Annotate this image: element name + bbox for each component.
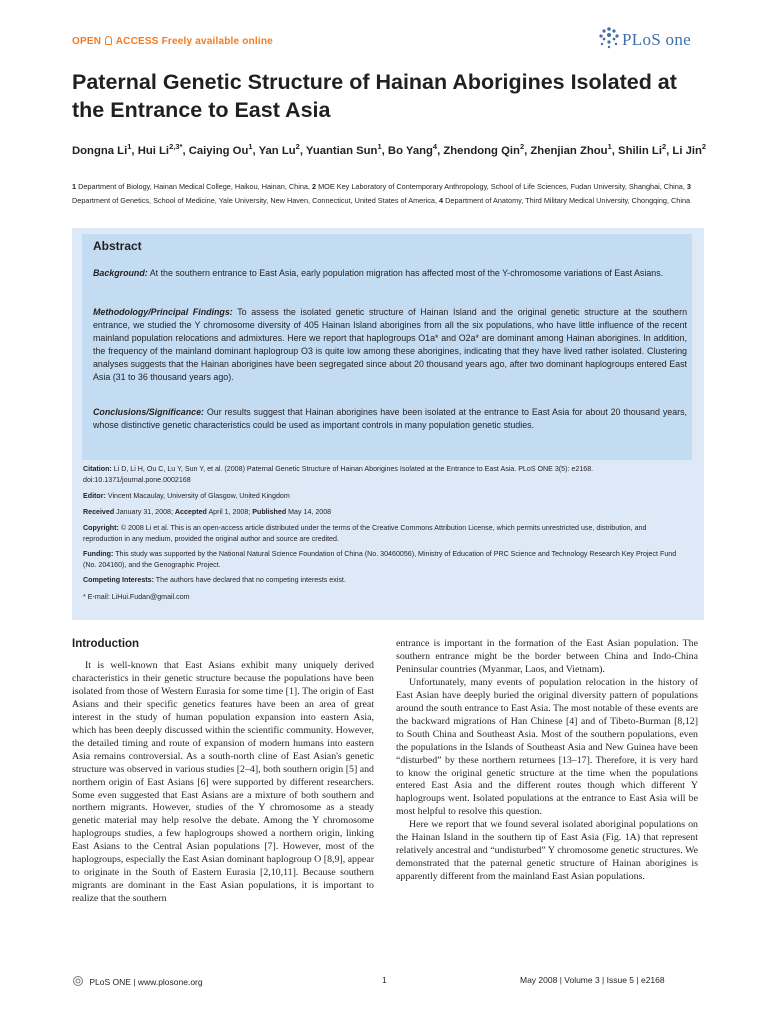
published-label: Published xyxy=(252,508,287,516)
author: Hui Li xyxy=(137,144,170,157)
citation-text[interactable]: Li D, Li H, Ou C, Lu Y, Sun Y, et al. (2008) Paternal Genetic Structure of Hainan Aborigines Isolated at the Entrance to East Asia. PLoS ONE 3(5): e2168. doi:10.1371/journal.pone.0002168 xyxy=(83,465,594,484)
freely-available-label: Freely available online xyxy=(161,36,273,47)
funding xyxy=(83,549,683,571)
author: Yan Lu xyxy=(258,144,296,157)
published-date: May 14, 2008 xyxy=(288,508,332,516)
citation-label: Citation: xyxy=(83,465,112,473)
open-lock-icon xyxy=(105,36,112,45)
author: Li Jin xyxy=(672,144,702,157)
plos-bud-icon xyxy=(72,975,84,987)
competing-text: The authors have declared that no competing interests exist. xyxy=(155,576,346,584)
author-affiliation-sup: 2 xyxy=(295,142,300,151)
plos-one-logo[interactable] xyxy=(598,24,698,52)
author-affiliation-sup: 1 xyxy=(127,142,132,151)
author: Yuantian Sun xyxy=(305,144,378,157)
plos-one-wordmark: PLoS one xyxy=(622,30,691,49)
abstract-heading: Abstract xyxy=(93,239,142,253)
methods-text: To assess the isolated genetic structure of Hainan Island and the original genetic structure at the southern entrance, we studied the Y chromosome diversity of 405 Hainan Island aborigines from all the six populations, who have little influence of the recent mainland population relocations and admixtures. Here we report that haplogroups O1a* and O2a* are dominant among Hainan aborigines. In addition, the frequency of the mainland dominant haplogroup O3 is quite low among these aborigines, indicating that they have lived rather isolated. Clustering analyses suggests that the Hainan aborigines have been segregated since about 20 thousand years ago, after two dominant haplogroups entered East Asia (31 to 36 thousand years ago). xyxy=(93,307,688,382)
competing-label: Competing Interests: xyxy=(83,576,154,584)
affiliation-text: Department of Genetics, School of Medicine, Yale University, New Haven, Connecticut, United States of America, xyxy=(72,195,438,205)
copyright-label: Copyright: xyxy=(83,524,119,532)
competing-interests xyxy=(83,575,683,586)
author: Shilin Li xyxy=(618,144,662,157)
author-affiliation-sup: 2,3* xyxy=(169,142,183,151)
footer-journal-text: PLoS ONE | www.plosone.org xyxy=(89,977,203,987)
author-affiliation-sup: 2 xyxy=(661,142,667,151)
conclusions-label: Conclusions/Significance: xyxy=(93,407,204,417)
paragraph: Here we report that we found several isolated aboriginal populations on the Hainan Island in the southern tip of East Asia (Fig. 1A) that represent relatively ancestral and “undisturbed” Y chromosome genetic structures. We demonstrated that the paternal genetic structure of Hainan aborigines is apparently different from the mainland East Asian populations. xyxy=(396,819,698,883)
footer-journal[interactable] xyxy=(72,975,203,987)
author-affiliation-sup: 1 xyxy=(377,142,382,151)
access-label: ACCESS xyxy=(115,36,159,47)
editor xyxy=(83,491,683,502)
copyright-text: © 2008 Li et al. This is an open-access article distributed under the terms of the Creative Commons Attribution License, which permits unrestricted use, distribution, and reproduction in any medium, provided the original author and source are credited. xyxy=(83,524,647,543)
introduction-heading: Introduction xyxy=(72,638,140,650)
citation xyxy=(83,464,683,486)
editor-label: Editor: xyxy=(83,492,106,500)
author-affiliation-sup: 4 xyxy=(432,142,438,151)
funding-text: This study was supported by the National Natural Science Foundation of China (No. 30460056), Ministry of Education of PRC Science and Technology Research Key Project Fund (No. 204160), and the Genographic Project. xyxy=(83,550,677,569)
paragraph: entrance is important in the formation of the East Asian population. The southern entrance might be the border between China and Indo-China Peninsular countries (Myanmar, Laos, and Vietnam). xyxy=(396,638,698,675)
intro-left-column xyxy=(72,660,374,906)
open-access-banner xyxy=(72,36,273,47)
dates xyxy=(83,507,683,518)
abstract-panel xyxy=(82,234,692,460)
author-affiliation-sup: 2 xyxy=(701,142,707,151)
footer-issue: May 2008 | Volume 3 | Issue 5 | e2168 xyxy=(520,975,665,985)
received-label: Received xyxy=(83,508,115,516)
paragraph: It is well-known that East Asians exhibit many uniquely derived characteristics in their genetic structure because the populations have been isolated from those of Western Eurasia for some time [1]. The origin of East Asians and their specific genetics features have been an area of great interest in the study of human population expansion into eastern Asia, which has been deeply discussed within the scientific community. However, the detailed timing and route of expansion of modern humans into eastern Asia remains controversial. As a south-north cline of East Asian's genetic structure was observed in various studies [2–4], both southern origin [5] and northern origin of East Asians [6] were supported by different researchers. Some even suggested that East Asians are a mixture of both southern and northern migrants. However, studies of the Y chromosome as a steady genetic material may help resolve the debate. Among the Y chromosome haplogroups studies, a few haplogroups showed a northern origin, linking East Asians to the Central Asian populations [7]. However, most of the haplogroups, especially the East Asian dominant haplogroup O [8,9], appear to originate in the South of Eastern Eurasia [2,10,11]. Because southern migrants are dominant in the East Asian populations, it is important to realize that the southern xyxy=(72,660,374,905)
received-date: January 31, 2008; xyxy=(116,508,173,516)
plos-dots-icon xyxy=(598,26,620,50)
author-affiliation-sup: 2 xyxy=(519,142,525,151)
methods-label: Methodology/Principal Findings: xyxy=(93,307,233,317)
abstract-box xyxy=(72,228,704,620)
affiliation-number: 3 xyxy=(686,182,691,191)
accepted-date: April 1, 2008; xyxy=(208,508,251,516)
background-label: Background: xyxy=(93,268,148,278)
abstract-background xyxy=(93,267,687,280)
abstract-methods xyxy=(93,306,687,384)
author: Bo Yang xyxy=(387,144,433,157)
author-affiliation-sup: 1 xyxy=(607,142,612,151)
author: Zhenjian Zhou xyxy=(530,144,608,157)
author: Dongna Li xyxy=(72,144,128,157)
open-label: OPEN xyxy=(72,36,102,47)
background-text: At the southern entrance to East Asia, early population migration has affected most of the Y-chromosome variations of East Asians. xyxy=(149,268,664,278)
funding-label: Funding: xyxy=(83,550,114,558)
paragraph: Unfortunately, many events of population relocation in the history of East Asian have deeply buried the original diversity pattern of populations around the south entrance to East Asia. The most notable of these events are the backward migrations of Han Chinese [4] and of Tibeto-Burman [8,12] to South China and Southeast Asia. Most of the southern populations, even the populations in the Islands of Southeast Asia and New Guinea have been “disturbed” by these northern returnees [13–17]. Therefore, it is very hard to know the original genetic structure at the time when the populations entered East Asia and the different routes though which different Y haplogroups went. Isolated populations at the entrance to East Asia will be most helpful to resolve this question. xyxy=(396,676,698,818)
article-title: Paternal Genetic Structure of Hainan Aborigines Isolated at the Entrance to East Asia xyxy=(72,70,677,122)
accepted-label: Accepted xyxy=(174,508,207,516)
affiliation-text: Department of Biology, Hainan Medical College, Haikou, Hainan, China, xyxy=(78,182,310,191)
copyright xyxy=(83,523,683,545)
intro-right-column xyxy=(396,638,698,884)
abstract-conclusions xyxy=(93,406,687,432)
affiliation-number: 1 xyxy=(72,182,77,191)
affiliation-text: MOE Key Laboratory of Contemporary Anthropology, School of Life Sciences, Fudan University, Shanghai, China, xyxy=(318,182,685,191)
author-affiliation-sup: 1 xyxy=(248,142,253,151)
affiliation-number: 4 xyxy=(439,195,444,205)
conclusions-text: Our results suggest that Hainan aborigines have been isolated at the entrance to East Asia for about 20 thousand years, whose distinctive genetic characteristics could be used as important controls in many population genetic studies. xyxy=(93,407,687,430)
author: Zhendong Qin xyxy=(443,144,520,157)
author: Caiying Ou xyxy=(188,144,249,157)
author-list: Dongna Li$^1$, Hui $Li^{2,3*}$, Caiying Ou$^1$, Yan Lu$^2$, Yuantian Sun$^1$, Bo Yang$^4$, Zhendong Qin$^2$, Zhenjian Zhou$^1$, Shilin Li$^2$, Li Jin$^2$ xyxy=(72,142,707,157)
affiliation-text: Department of Anatomy, Third Military Medical University, Chongqing, China xyxy=(445,195,691,205)
page-number: 1 xyxy=(382,975,387,985)
editor-text: Vincent Macaulay, University of Glasgow, United Kingdom xyxy=(107,492,290,500)
affiliations xyxy=(72,180,712,207)
email[interactable]: * E-mail: LiHui.Fudan@gmail.com xyxy=(83,593,190,601)
affiliation-number: 2 xyxy=(312,182,317,191)
